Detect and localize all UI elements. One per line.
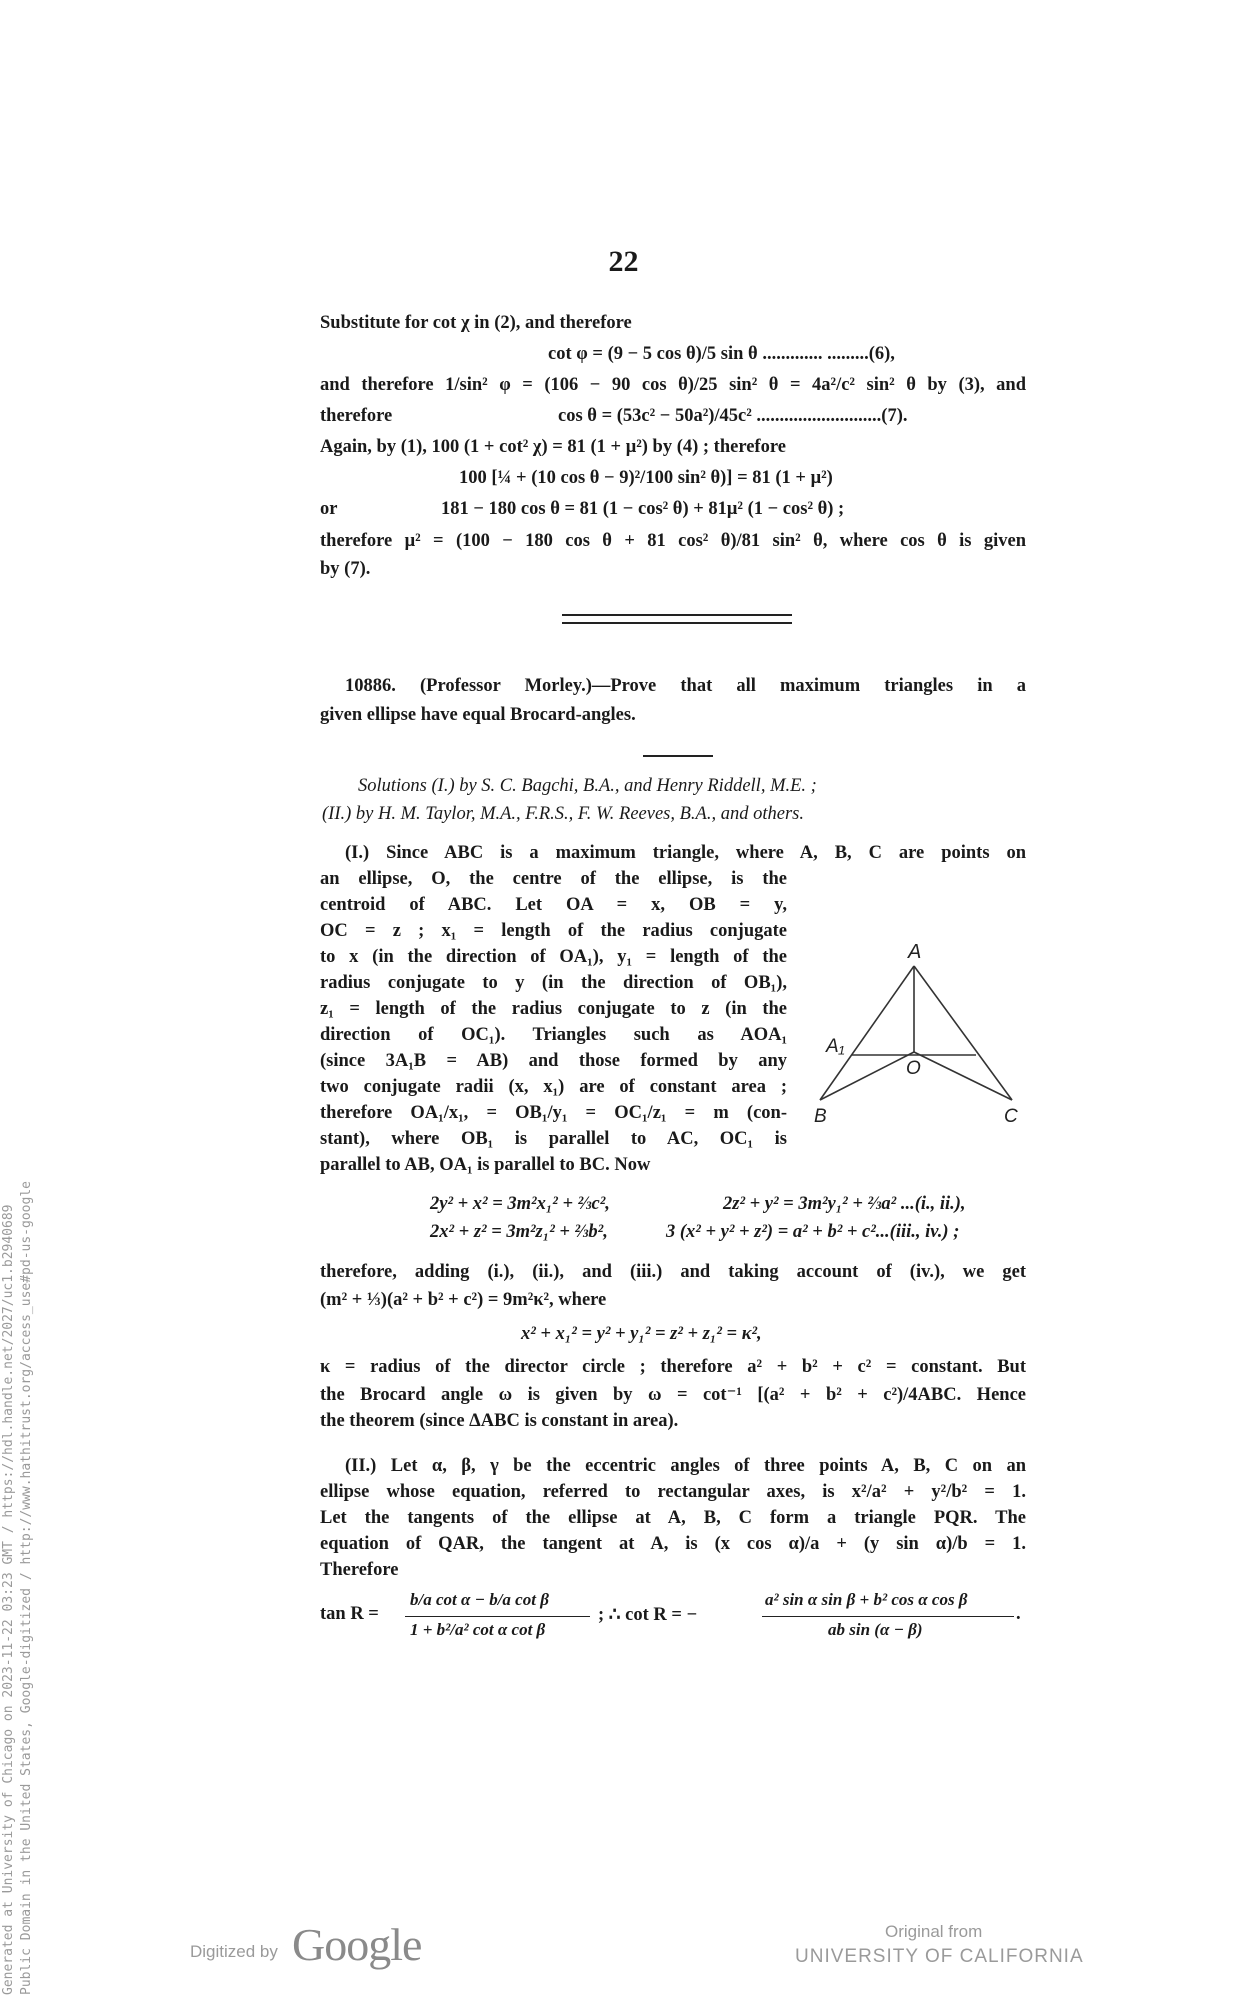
equation-ii: 2z² + y² = 3m²y₁² + ⅔a² ...(i., ii.), xyxy=(723,1194,966,1214)
text-line: the Brocard angle ω is given by ω = cot⁻¹ [(a² + b² + c²)/4ABC. Hence xyxy=(320,1385,1026,1405)
fraction-bar xyxy=(762,1616,1014,1617)
label-A: A xyxy=(908,941,922,963)
side-watermark-line: Public Domain in the United States, Google-digitized / http://www.hathitrust.org/access_use#pd-us-google xyxy=(19,1181,34,1995)
part1-line: parallel to AB, OA₁ is parallel to BC. Now xyxy=(320,1155,651,1175)
part1-line: two conjugate radii (x, x₁) are of constant area ; xyxy=(320,1077,787,1097)
part1-line: an ellipse, O, the centre of the ellipse, is the xyxy=(320,869,787,889)
part1-line: therefore OA₁/x₁, = OB₁/y₁ = OC₁/z₁ = m (con- xyxy=(320,1103,787,1123)
part1-line: (since 3A₁B = AB) and those formed by any xyxy=(320,1051,787,1071)
tanR-denominator: 1 + b²/a² cot α cot β xyxy=(410,1620,546,1639)
university-label: UNIVERSITY OF CALIFORNIA xyxy=(795,1946,1084,1967)
solutions-credit: (II.) by H. M. Taylor, M.A., F.R.S., F. W. Reeves, B.A., and others. xyxy=(322,804,804,824)
text-line: therefore μ² = (100 − 180 cos θ + 81 cos² θ)/81 sin² θ, where cos θ is given xyxy=(320,531,1026,551)
median-CO xyxy=(914,1052,1012,1100)
equation: 181 − 180 cos θ = 81 (1 − cos² θ) + 81μ² (1 − cos² θ) ; xyxy=(441,499,845,519)
double-rule-divider xyxy=(562,614,792,624)
part1-line: radius conjugate to y (in the direction of OB₁), xyxy=(320,973,787,993)
side-watermark xyxy=(0,995,36,1995)
text-line: Substitute for cot χ in (2), and therefore xyxy=(320,313,632,333)
text-line: and therefore 1/sin² φ = (106 − 90 cos θ)/25 sin² θ = 4a²/c² sin² θ by (3), and xyxy=(320,375,1026,395)
question-line: 10886. (Professor Morley.)—Prove that all maximum triangles in a xyxy=(345,676,1026,696)
question-line: given ellipse have equal Brocard-angles. xyxy=(320,705,636,725)
cotR-numerator: a² sin α sin β + b² cos α cos β xyxy=(765,1590,968,1609)
equation-6: cot φ = (9 − 5 cos θ)/5 sin θ ............. .........(6), xyxy=(548,344,895,364)
part1-line: centroid of ABC. Let OA = x, OB = y, xyxy=(320,895,787,915)
equation-iii: 2x² + z² = 3m²z₁² + ⅔b², xyxy=(430,1222,608,1242)
equation-i: 2y² + x² = 3m²x₁² + ⅔c², xyxy=(430,1194,610,1214)
part2-line: (II.) Let α, β, γ be the eccentric angles of three points A, B, C on an xyxy=(345,1456,1026,1476)
label-A1: A₁ xyxy=(826,1036,845,1057)
part2-line: Therefore xyxy=(320,1560,399,1580)
triangle-figure xyxy=(800,930,1030,1130)
text-line: therefore, adding (i.), (ii.), and (iii.) and taking account of (iv.), we get xyxy=(320,1262,1026,1282)
original-from-label: Original from xyxy=(885,1922,983,1941)
label-C: C xyxy=(1004,1106,1018,1127)
side-watermark-line: Generated at University of Chicago on 2023-11-22 03:23 GMT / https://hdl.handle.net/2027/uc1.b2940689 xyxy=(1,1204,16,1995)
cotR-lhs: ; ∴ cot R = − xyxy=(598,1605,698,1625)
equation: x² + x₁² = y² + y₁² = z² + z₁² = κ², xyxy=(521,1324,762,1344)
page-number: 22 xyxy=(608,245,639,278)
part2-line: Let the tangents of the ellipse at A, B, C form a triangle PQR. The xyxy=(320,1508,1026,1528)
text-line: therefore xyxy=(320,406,393,426)
text-line: by (7). xyxy=(320,559,371,579)
median-BO xyxy=(820,1052,914,1100)
digitized-by-label: Digitized by xyxy=(190,1942,278,1961)
equation-7: cos θ = (53c² − 50a²)/45c² ...........................(7). xyxy=(558,406,908,426)
tanR-numerator: b/a cot α − b/a cot β xyxy=(410,1590,549,1609)
text-line: Again, by (1), 100 (1 + cot² χ) = 81 (1 + μ²) by (4) ; therefore xyxy=(320,437,786,457)
fraction-bar xyxy=(405,1616,590,1617)
part2-line: equation of QAR, the tangent at A, is (x cos α)/a + (y sin α)/b = 1. xyxy=(320,1534,1026,1554)
label-O: O xyxy=(906,1058,921,1079)
text-line: κ = radius of the director circle ; therefore a² + b² + c² = constant. But xyxy=(320,1357,1026,1377)
tanR-lhs: tan R = xyxy=(320,1604,379,1624)
google-logo: Google xyxy=(292,1919,422,1970)
equation: 100 [¼ + (10 cos θ − 9)²/100 sin² θ)] = 81 (1 + μ²) xyxy=(459,468,833,488)
side-AB xyxy=(820,966,914,1100)
part1-line: OC = z ; x₁ = length of the radius conjugate xyxy=(320,921,787,941)
text-line: the theorem (since ΔABC is constant in area). xyxy=(320,1411,679,1431)
solutions-credit: Solutions (I.) by S. C. Bagchi, B.A., and Henry Riddell, M.E. ; xyxy=(358,776,817,796)
text-line: (m² + ⅓)(a² + b² + c²) = 9m²κ², where xyxy=(320,1290,607,1310)
part1-line: direction of OC₁). Triangles such as AOA₁ xyxy=(320,1025,787,1045)
part1-line: stant), where OB₁ is parallel to AC, OC₁ is xyxy=(320,1129,787,1149)
text-line: or xyxy=(320,499,338,519)
short-rule-divider xyxy=(643,755,713,757)
label-B: B xyxy=(814,1106,827,1127)
part1-line: (I.) Since ABC is a maximum triangle, where A, B, C are points on xyxy=(345,843,1026,863)
side-AC xyxy=(914,966,1012,1100)
equation-iv: 3 (x² + y² + z²) = a² + b² + c²...(iii., iv.) ; xyxy=(666,1222,960,1242)
part1-line: to x (in the direction of OA₁), y₁ = length of the xyxy=(320,947,787,967)
period: . xyxy=(1016,1604,1021,1624)
cotR-denominator: ab sin (α − β) xyxy=(828,1620,923,1639)
part1-line: z₁ = length of the radius conjugate to z (in the xyxy=(320,999,787,1019)
part2-line: ellipse whose equation, referred to rectangular axes, is x²/a² + y²/b² = 1. xyxy=(320,1482,1026,1502)
